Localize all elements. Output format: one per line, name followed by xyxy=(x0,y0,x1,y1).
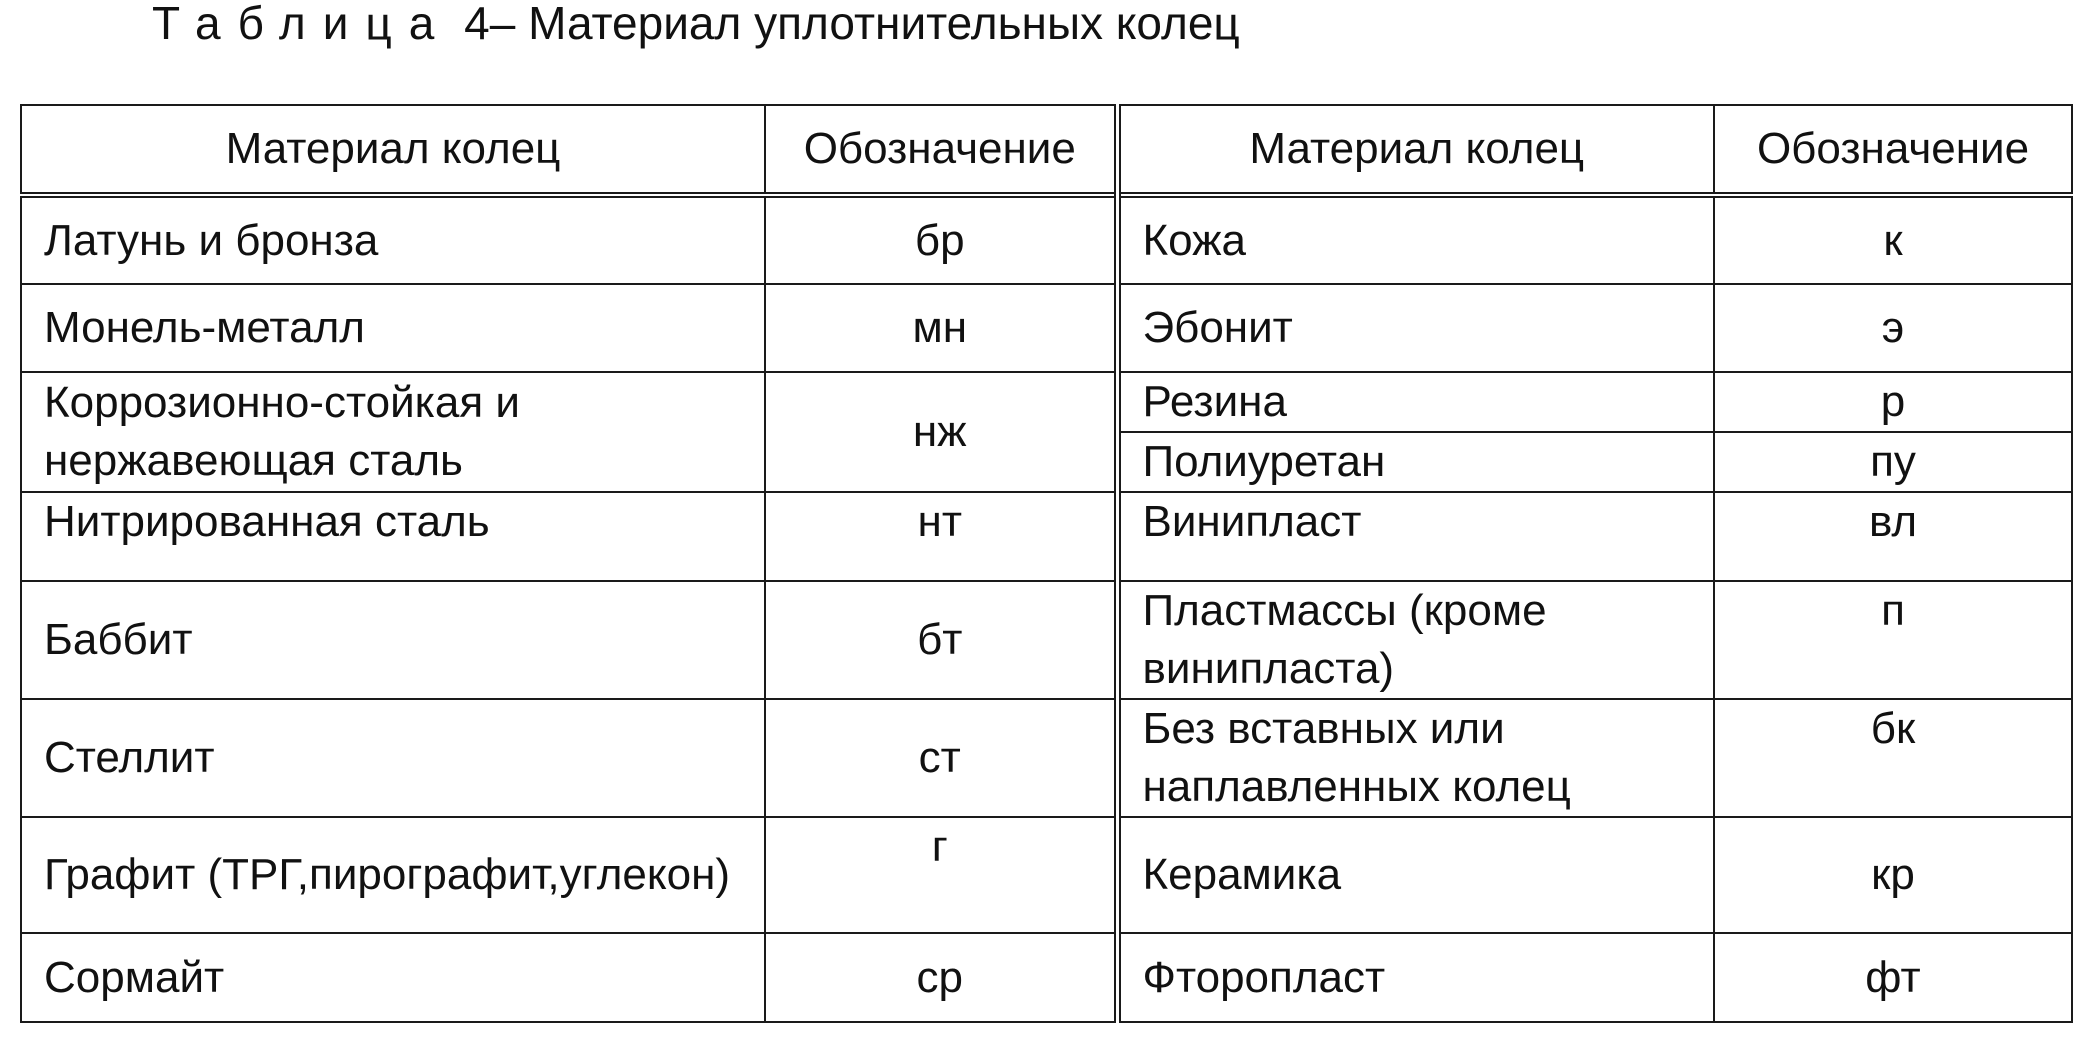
right-code-cell: фт xyxy=(1714,933,2072,1022)
right-material-cell: Кожа xyxy=(1117,195,1714,284)
table-row xyxy=(21,284,2072,372)
left-code-cell: мн xyxy=(765,284,1117,372)
right-material-cell: Полиуретан xyxy=(1117,432,1714,492)
table-row xyxy=(21,372,2072,432)
caption-lead: Таблица xyxy=(152,0,452,49)
right-material-cell: Фторопласт xyxy=(1117,933,1714,1022)
left-material-cell: Монель-металл xyxy=(21,284,765,372)
right-code-cell: кр xyxy=(1714,817,2072,933)
left-code-cell: бр xyxy=(765,195,1117,284)
right-material-cell: Винипласт xyxy=(1117,492,1714,581)
header-left-material: Материал колец xyxy=(21,105,765,195)
table-row xyxy=(21,492,2072,581)
left-code-cell: г xyxy=(765,817,1117,933)
left-code-cell: ст xyxy=(765,699,1117,817)
header-left-code: Обозначение xyxy=(765,105,1117,195)
right-material-cell: Керамика xyxy=(1117,817,1714,933)
right-material-cell: Пластмассы (кроме винипласта) xyxy=(1117,581,1714,699)
left-material-cell: Баббит xyxy=(21,581,765,699)
left-code-cell: нж xyxy=(765,372,1117,492)
right-material-cell: Эбонит xyxy=(1117,284,1714,372)
right-code-cell: п xyxy=(1714,581,2072,699)
left-material-cell: Сормайт xyxy=(21,933,765,1022)
left-material-cell: Коррозионно-стойкая и нержавеющая сталь xyxy=(21,372,765,492)
left-material-cell: Стеллит xyxy=(21,699,765,817)
right-code-cell: вл xyxy=(1714,492,2072,581)
sealing-rings-table xyxy=(20,104,2073,1023)
left-material-cell: Латунь и бронза xyxy=(21,195,765,284)
left-code-cell: нт xyxy=(765,492,1117,581)
right-code-cell: к xyxy=(1714,195,2072,284)
header-row xyxy=(21,105,2072,195)
left-material-cell: Графит (ТРГ,пирографит,углекон) xyxy=(21,817,765,933)
right-material-cell: Резина xyxy=(1117,372,1714,432)
table-row xyxy=(21,195,2072,284)
left-code-cell: бт xyxy=(765,581,1117,699)
right-code-cell: р xyxy=(1714,372,2072,432)
table-row xyxy=(21,817,2072,933)
left-material-cell: Нитрированная сталь xyxy=(21,492,765,581)
table-caption xyxy=(152,0,1240,49)
right-code-cell: пу xyxy=(1714,432,2072,492)
right-code-cell: э xyxy=(1714,284,2072,372)
right-code-cell: бк xyxy=(1714,699,2072,817)
header-right-material: Материал колец xyxy=(1117,105,1714,195)
table-row xyxy=(21,933,2072,1022)
right-material-cell: Без вставных или наплавленных колец xyxy=(1117,699,1714,817)
left-code-cell: ср xyxy=(765,933,1117,1022)
header-right-code: Обозначение xyxy=(1714,105,2072,195)
table-row xyxy=(21,581,2072,699)
caption-text: 4– Материал уплотнительных колец xyxy=(464,0,1240,49)
table-row xyxy=(21,699,2072,817)
